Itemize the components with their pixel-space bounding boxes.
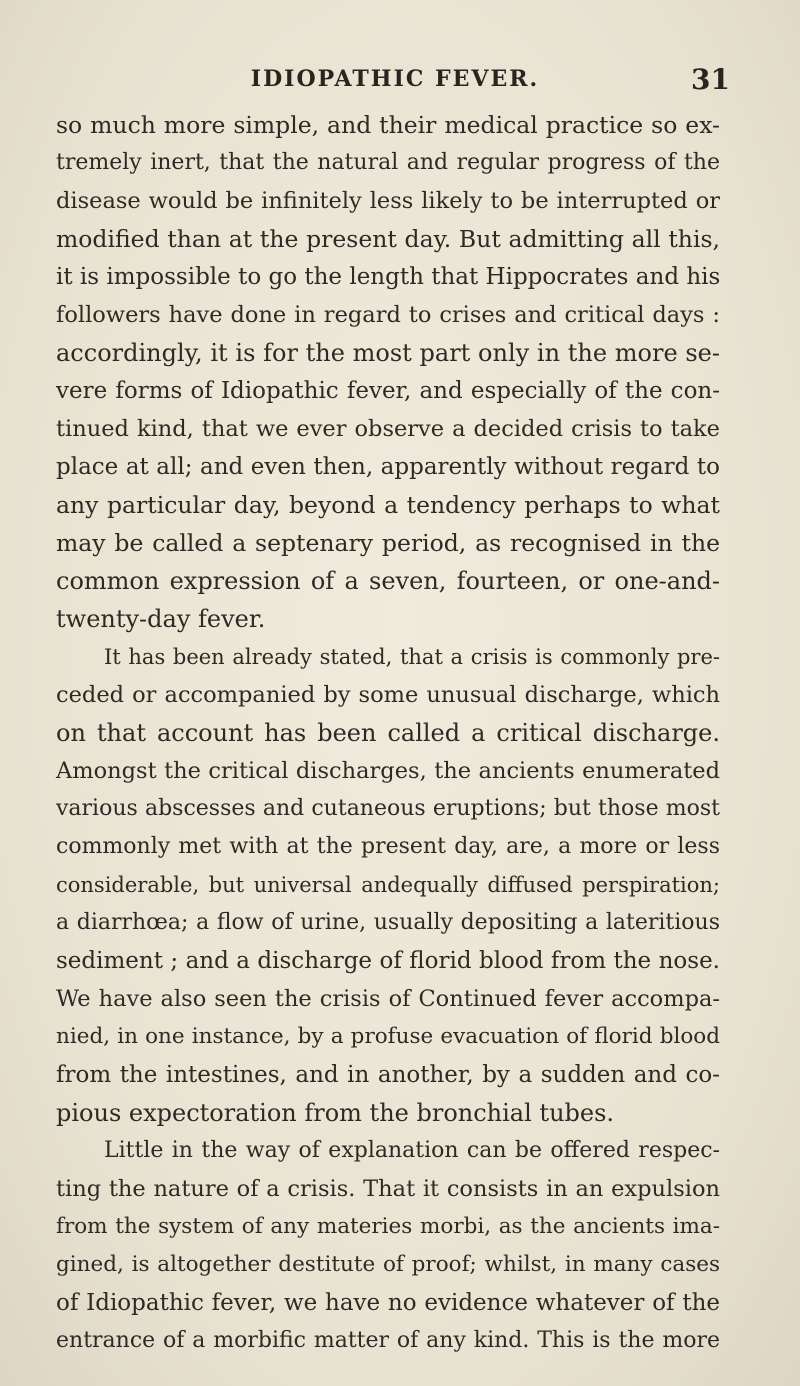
text-line: tinued kind, that we ever observe a decided crisis to take bbox=[56, 416, 720, 442]
text-line: any particular day, beyond a tendency perhaps to what bbox=[56, 491, 720, 519]
body-text bbox=[56, 106, 720, 1360]
text-line: modified than at the present day. But admitting all this, bbox=[56, 225, 720, 253]
text-line: of Idiopathic fever, we have no evidence whatever of the bbox=[56, 1290, 720, 1316]
text-line: commonly met with at the present day, are, a more or less bbox=[56, 834, 720, 859]
text-line: a diarrhœa; a flow of urine, usually depositing a lateritious bbox=[56, 910, 720, 935]
text-line: We have also seen the crisis of Continued fever accompa- bbox=[56, 986, 720, 1012]
running-head bbox=[60, 63, 730, 102]
text-line: ting the nature of a crisis. That it consists in an expulsion bbox=[56, 1176, 720, 1202]
text-line: place at all; and even then, apparently without regard to bbox=[56, 454, 720, 480]
page-number: 31 bbox=[691, 63, 730, 96]
text-line: it is impossible to go the length that Hippocrates and his bbox=[56, 264, 721, 290]
text-line: sediment ; and a discharge of florid blood from the nose. bbox=[56, 948, 720, 974]
text-line: Amongst the critical discharges, the ancients enumerated bbox=[56, 758, 720, 784]
running-title: IDIOPATHIC FEVER. bbox=[250, 66, 540, 92]
text-line: tremely inert, that the natural and regular progress of the bbox=[56, 150, 720, 175]
text-line: entrance of a morbific matter of any kind. This is the more bbox=[56, 1328, 720, 1353]
text-line: disease would be infinitely less likely to be interrupted or bbox=[56, 188, 720, 214]
text-line: from the system of any materies morbi, as the ancients ima- bbox=[56, 1214, 720, 1239]
text-line: vere forms of Idiopathic fever, and especially of the con- bbox=[56, 378, 720, 404]
text-line: gined, is altogether destitute of proof; whilst, in many cases bbox=[56, 1252, 720, 1277]
text-line: It has been already stated, that a crisis is commonly pre- bbox=[104, 645, 720, 669]
text-line: followers have done in regard to crises and critical days : bbox=[56, 302, 720, 328]
text-line: nied, in one instance, by a profuse evacuation of florid blood bbox=[56, 1024, 720, 1049]
text-line: various abscesses and cutaneous eruptions; but those most bbox=[56, 796, 720, 821]
text-line: accordingly, it is for the most part only in the more se- bbox=[56, 339, 720, 367]
text-line: twenty-day fever. bbox=[56, 605, 266, 633]
text-line: so much more simple, and their medical practice so ex- bbox=[56, 111, 720, 139]
text-line: Little in the way of explanation can be offered respec- bbox=[104, 1138, 720, 1163]
text-line: on that account has been called a critical discharge. bbox=[56, 719, 720, 747]
text-line: may be called a septenary period, as recognised in the bbox=[56, 529, 720, 557]
text-line: pious expectoration from the bronchial tubes. bbox=[56, 1099, 615, 1127]
text-line: ceded or accompanied by some unusual discharge, which bbox=[56, 682, 720, 708]
text-line: considerable, but universal andequally diffused perspiration; bbox=[56, 873, 720, 897]
text-line: common expression of a seven, fourteen, or one-and- bbox=[56, 567, 720, 595]
text-line: from the intestines, and in another, by a sudden and co- bbox=[56, 1062, 720, 1088]
